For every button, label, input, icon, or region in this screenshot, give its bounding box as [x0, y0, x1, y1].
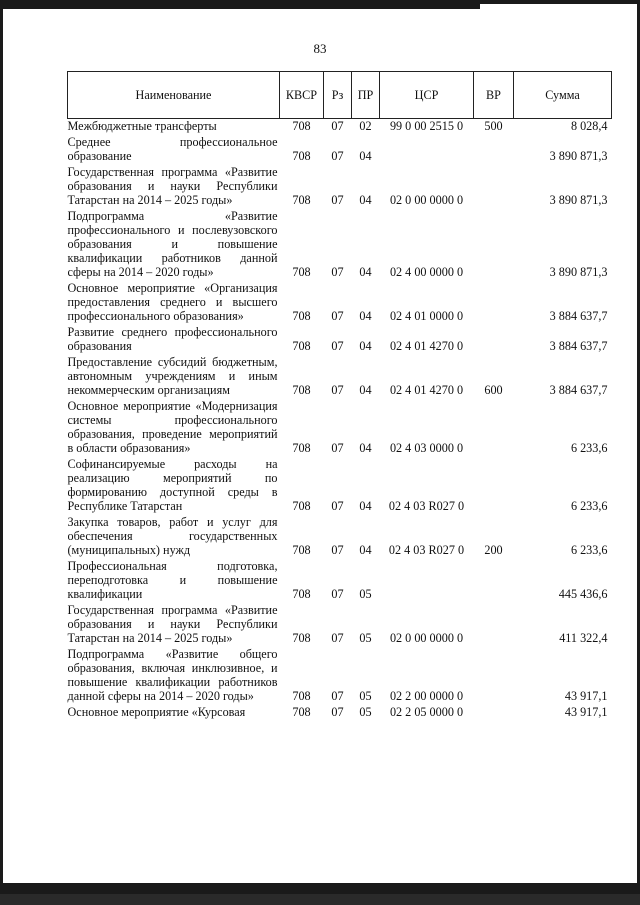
cell-csr: 02 4 03 R027 0	[388, 543, 465, 557]
cell-name: Основное мероприятие «Организация предоставления среднего и высшего профессионального образования»	[67, 281, 278, 323]
cell-vr	[474, 135, 514, 165]
cell-vr	[474, 325, 514, 355]
table-row	[68, 119, 612, 136]
cell-pr: 05	[359, 705, 372, 719]
table-row	[68, 457, 612, 515]
header-vr: ВР	[474, 72, 514, 119]
cell-csr	[380, 559, 474, 603]
cell-kvsr: 708	[292, 119, 311, 133]
cell-sum: 8 028,4	[570, 119, 608, 133]
cell-sum: 6 233,6	[570, 441, 608, 455]
cell-sum: 6 233,6	[570, 543, 608, 557]
cell-kvsr: 708	[292, 705, 311, 719]
cell-pr: 04	[359, 265, 372, 279]
cell-vr	[474, 559, 514, 603]
table-row	[68, 135, 612, 165]
cell-kvsr: 708	[292, 543, 311, 557]
cell-name: Государственная программа «Развитие образования и науки Республики Татарстан на 2014 – 2025 годы»	[67, 603, 278, 645]
cell-pr: 04	[359, 499, 372, 513]
table-row	[68, 515, 612, 559]
cell-pr: 04	[359, 339, 372, 353]
cell-name: Закупка товаров, работ и услуг для обеспечения государственных (муниципальных) нужд	[67, 515, 278, 557]
cell-pr: 04	[359, 193, 372, 207]
cell-rz: 07	[331, 587, 344, 601]
cell-sum: 3 884 637,7	[549, 339, 608, 353]
cell-csr: 02 4 01 0000 0	[389, 309, 464, 323]
cell-rz: 07	[331, 309, 344, 323]
cell-rz: 07	[331, 499, 344, 513]
cell-kvsr: 708	[292, 689, 311, 703]
cell-csr: 02 2 00 0000 0	[389, 689, 464, 703]
cell-vr	[474, 281, 514, 325]
cell-vr	[474, 705, 514, 721]
table-row	[68, 559, 612, 603]
budget-table	[67, 71, 612, 721]
cell-sum: 3 890 871,3	[549, 193, 608, 207]
cell-name: Развитие среднего профессионального образования	[67, 325, 278, 353]
cell-rz: 07	[331, 441, 344, 455]
scan-border-left	[0, 0, 3, 905]
cell-csr: 02 0 00 0000 0	[389, 193, 464, 207]
cell-kvsr: 708	[292, 587, 311, 601]
cell-name: Профессиональная подготовка, переподготовка и повышение квалификации	[67, 559, 278, 601]
cell-vr	[474, 165, 514, 209]
table-row	[68, 705, 612, 721]
cell-pr: 04	[359, 309, 372, 323]
cell-csr: 02 4 03 R027 0	[388, 499, 465, 513]
cell-rz: 07	[331, 149, 344, 163]
table-row	[68, 325, 612, 355]
cell-sum: 3 890 871,3	[549, 149, 608, 163]
cell-sum: 43 917,1	[564, 705, 608, 719]
table-body	[68, 119, 612, 722]
table-row	[68, 647, 612, 705]
table-row	[68, 399, 612, 457]
cell-vr: 200	[484, 543, 503, 557]
cell-csr	[380, 135, 474, 165]
header-pr: ПР	[352, 72, 380, 119]
cell-vr	[474, 399, 514, 457]
cell-kvsr: 708	[292, 441, 311, 455]
cell-rz: 07	[331, 631, 344, 645]
cell-rz: 07	[331, 265, 344, 279]
cell-pr: 04	[359, 441, 372, 455]
cell-csr: 02 4 03 0000 0	[389, 441, 464, 455]
cell-sum: 3 890 871,3	[549, 265, 608, 279]
table-row	[68, 209, 612, 281]
cell-vr	[474, 457, 514, 515]
cell-name: Подпрограмма «Развитие профессионального и послевузовского образования и повышение квалификации работников данной сферы на 2014 – 2020 годы»	[67, 209, 278, 279]
cell-name: Основное мероприятие «Модернизация системы профессионального образования, проведение мероприятий в области образования»	[67, 399, 278, 455]
cell-kvsr: 708	[292, 383, 311, 397]
cell-rz: 07	[331, 119, 344, 133]
cell-sum: 6 233,6	[570, 499, 608, 513]
cell-pr: 04	[359, 383, 372, 397]
cell-kvsr: 708	[292, 499, 311, 513]
table-header-row	[68, 72, 612, 119]
cell-vr: 500	[484, 119, 503, 133]
cell-name: Основное мероприятие «Курсовая	[67, 705, 246, 719]
cell-vr	[474, 647, 514, 705]
cell-csr: 02 0 00 0000 0	[389, 631, 464, 645]
table-row	[68, 165, 612, 209]
cell-rz: 07	[331, 689, 344, 703]
cell-kvsr: 708	[292, 149, 311, 163]
cell-sum: 3 884 637,7	[549, 309, 608, 323]
cell-csr: 99 0 00 2515 0	[389, 119, 464, 133]
cell-csr: 02 4 00 0000 0	[389, 265, 464, 279]
cell-pr: 04	[359, 149, 372, 163]
cell-pr: 05	[359, 689, 372, 703]
cell-csr: 02 2 05 0000 0	[389, 705, 464, 719]
cell-kvsr: 708	[292, 309, 311, 323]
scan-border-bottom	[0, 883, 640, 894]
cell-name: Межбюджетные трансферты	[67, 119, 217, 133]
cell-name: Среднее профессиональное образование	[67, 135, 278, 163]
cell-sum: 411 322,4	[559, 631, 608, 645]
cell-name: Предоставление субсидий бюджетным, автономным учреждениям и иным некоммерческим организациям	[67, 355, 278, 397]
header-sum: Сумма	[514, 72, 612, 119]
scan-border-top	[0, 0, 640, 11]
header-rz: Рз	[324, 72, 352, 119]
cell-vr: 600	[484, 383, 503, 397]
cell-pr: 04	[359, 543, 372, 557]
cell-kvsr: 708	[292, 631, 311, 645]
header-csr: ЦСР	[380, 72, 474, 119]
cell-kvsr: 708	[292, 339, 311, 353]
cell-vr	[474, 603, 514, 647]
page-number: 83	[313, 41, 327, 56]
cell-rz: 07	[331, 339, 344, 353]
cell-pr: 05	[359, 631, 372, 645]
cell-sum: 445 436,6	[558, 587, 608, 601]
cell-name: Государственная программа «Развитие образования и науки Республики Татарстан на 2014 – 2025 годы»	[67, 165, 278, 207]
cell-rz: 07	[331, 383, 344, 397]
table-row	[68, 281, 612, 325]
cell-rz: 07	[331, 193, 344, 207]
cell-csr: 02 4 01 4270 0	[389, 339, 464, 353]
cell-name: Софинансируемые расходы на реализацию мероприятий по формированию доступной среды в Республике Татарстан	[67, 457, 278, 513]
table-row	[68, 603, 612, 647]
cell-vr	[474, 209, 514, 281]
cell-csr: 02 4 01 4270 0	[389, 383, 464, 397]
cell-pr: 05	[359, 587, 372, 601]
table-row	[68, 355, 612, 399]
cell-rz: 07	[331, 543, 344, 557]
cell-sum: 3 884 637,7	[549, 383, 608, 397]
cell-rz: 07	[331, 705, 344, 719]
cell-kvsr: 708	[292, 193, 311, 207]
cell-kvsr: 708	[292, 265, 311, 279]
cell-pr: 02	[359, 119, 372, 133]
header-kvsr: КВСР	[280, 72, 324, 119]
cell-sum: 43 917,1	[564, 689, 608, 703]
cell-name: Подпрограмма «Развитие общего образования, включая инклюзивное, и повышение квалификации работников данной сферы на 2014 – 2020 годы»	[67, 647, 278, 703]
header-name: Наименование	[68, 72, 280, 119]
scan-border-bottom-lower	[0, 894, 640, 905]
